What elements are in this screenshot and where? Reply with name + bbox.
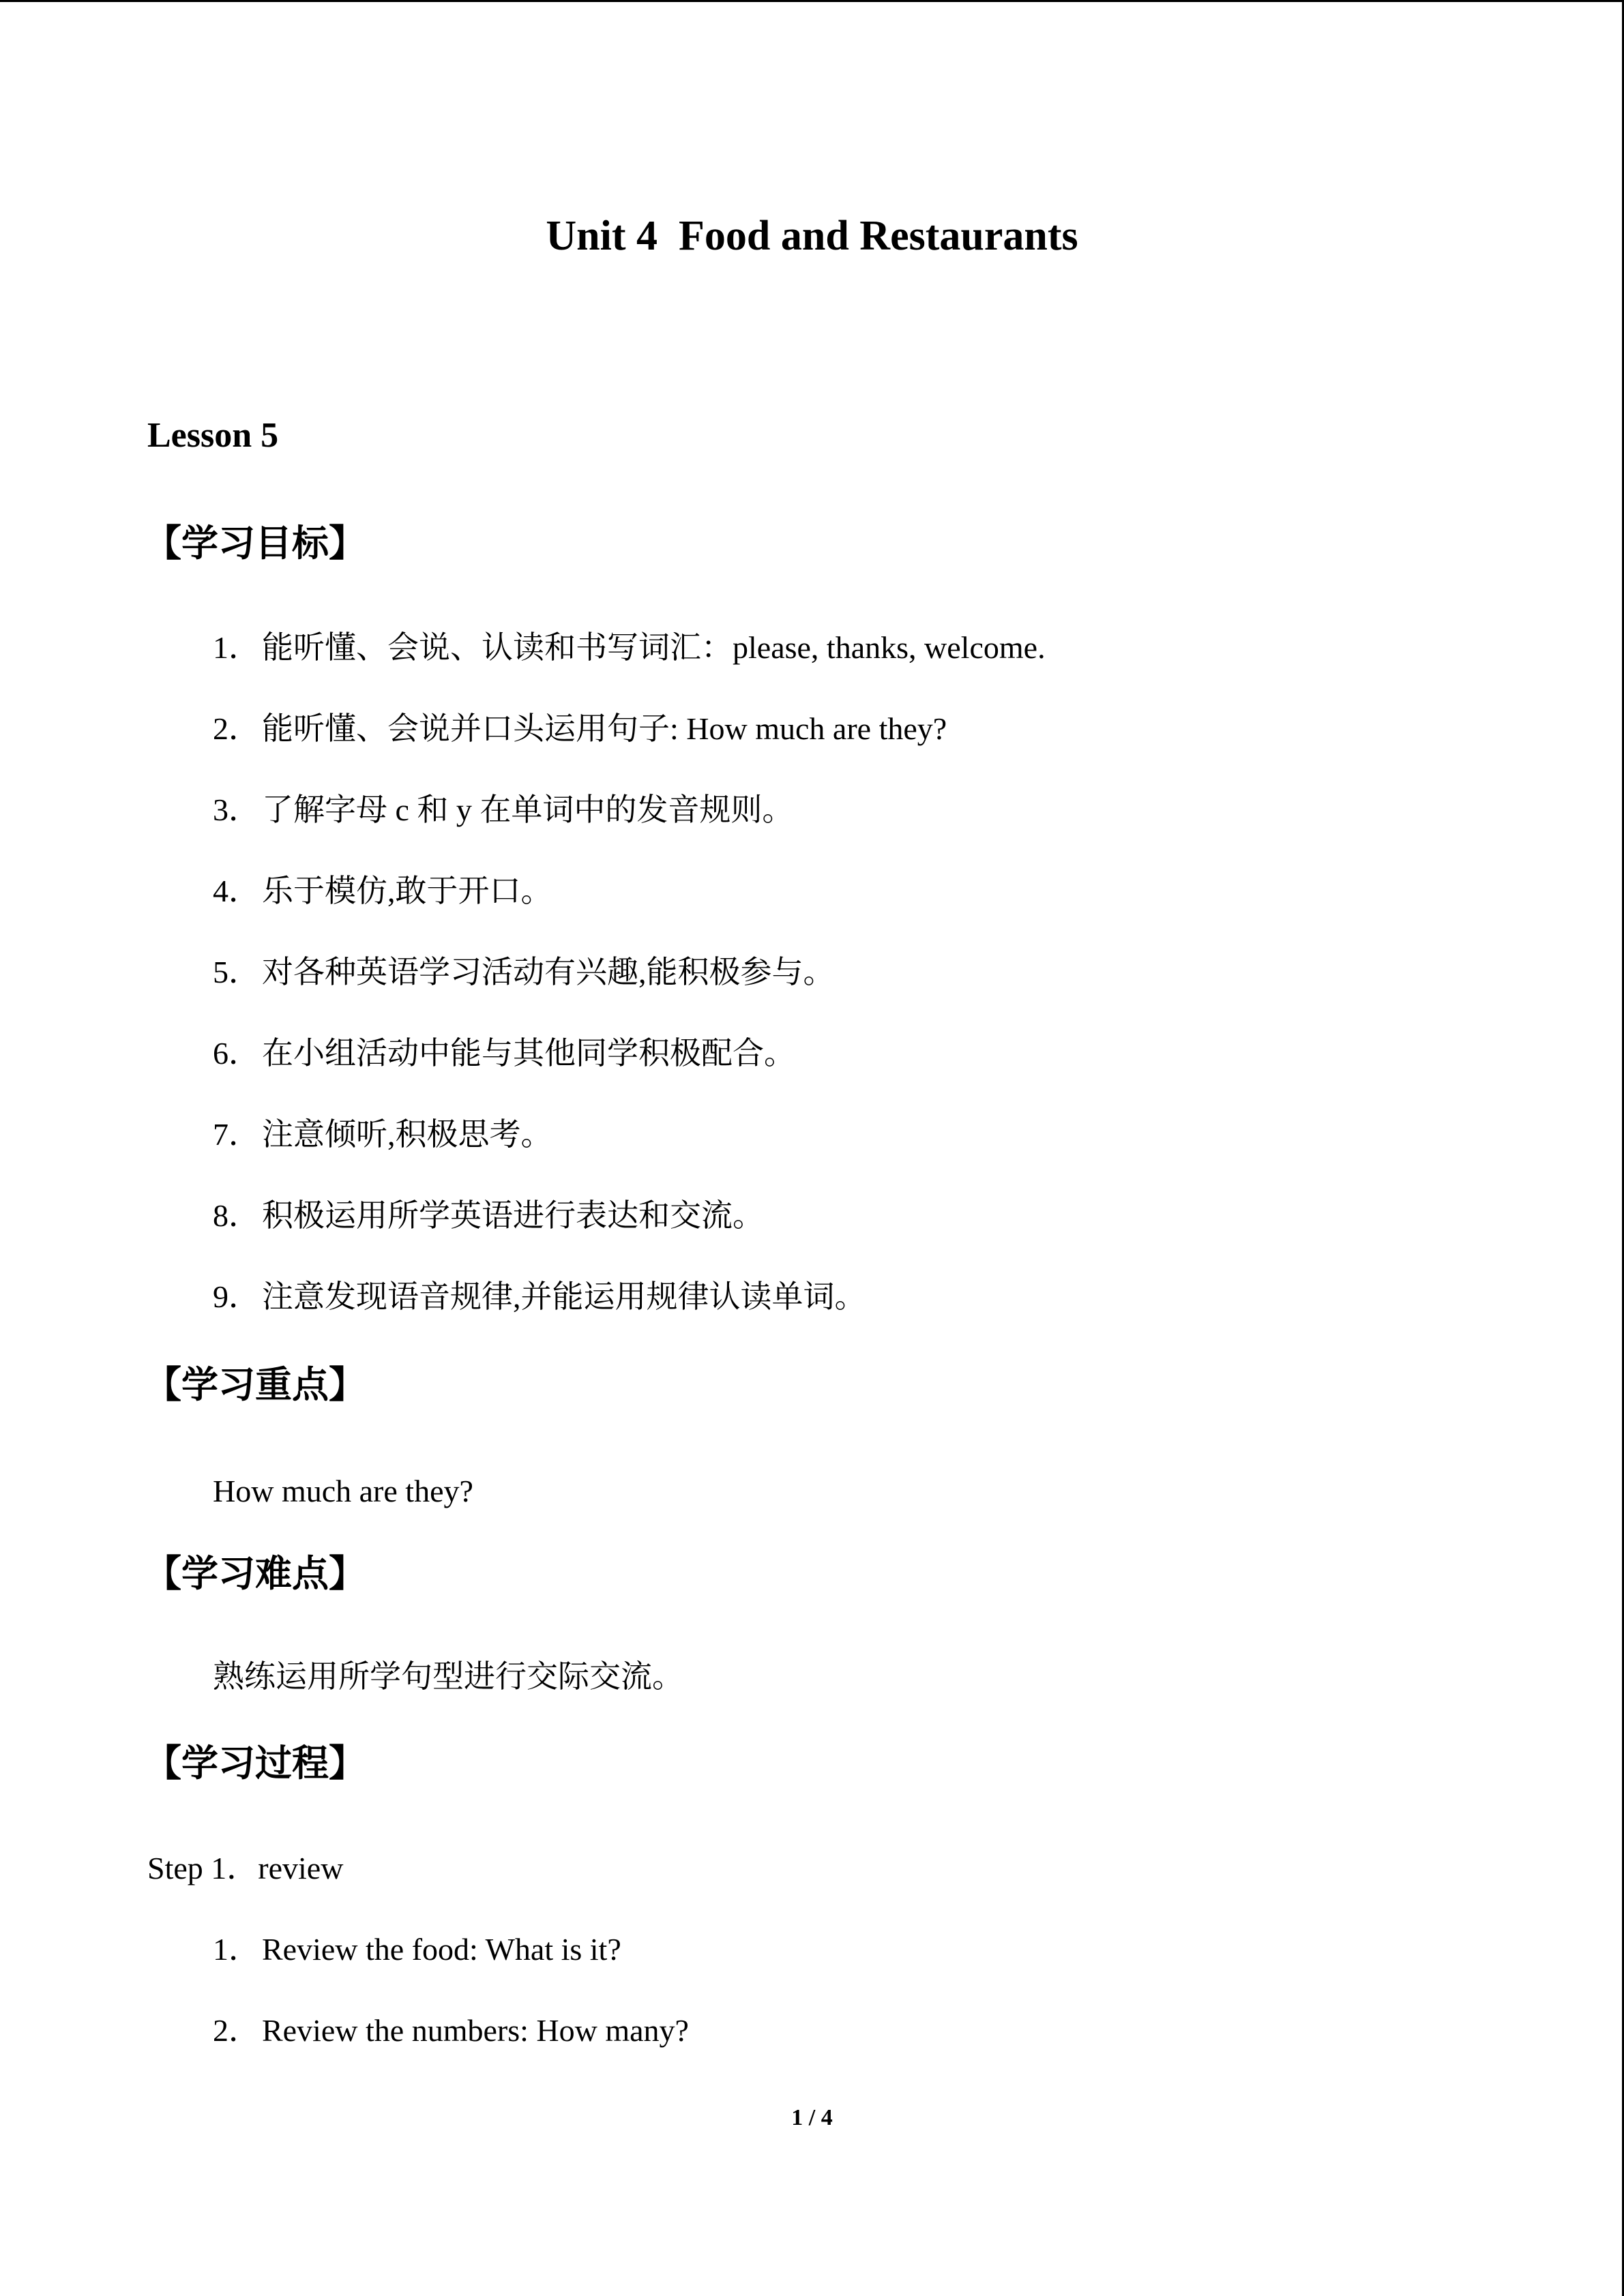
difficulties-text: 熟练运用所学句型进行交际交流。 bbox=[213, 1659, 683, 1694]
objective-text: 能听懂、会说、认读和书写词汇：please, thanks, welcome. bbox=[262, 630, 1046, 665]
process-item bbox=[213, 1928, 621, 1971]
process-number: 2． bbox=[213, 2013, 260, 2048]
difficulties-heading: 【学习难点】 bbox=[145, 1552, 366, 1595]
process-heading: 【学习过程】 bbox=[145, 1742, 366, 1785]
step-heading: Step 1．review bbox=[147, 1851, 344, 1885]
objective-text: 注意倾听,积极思考。 bbox=[262, 1117, 552, 1152]
objective-number: 9． bbox=[213, 1279, 260, 1314]
objective-number: 1． bbox=[213, 630, 260, 665]
document-title: Unit 4 Food and Restaurants bbox=[546, 213, 1078, 259]
objective-number: 6． bbox=[213, 1036, 260, 1071]
process-number: 1． bbox=[213, 1932, 260, 1967]
objective-item bbox=[213, 951, 835, 994]
objective-item bbox=[213, 1194, 764, 1238]
objective-text: 能听懂、会说并口头运用句子: How much are they? bbox=[262, 711, 947, 746]
objective-number: 4． bbox=[213, 874, 260, 908]
objective-item bbox=[213, 1113, 552, 1157]
process-text: Review the numbers: How many? bbox=[262, 2013, 689, 2048]
objective-text: 注意发现语音规律,并能运用规律认读单词。 bbox=[262, 1279, 866, 1314]
objective-text: 对各种英语学习活动有兴趣,能积极参与。 bbox=[262, 955, 835, 989]
objective-text: 积极运用所学英语进行表达和交流。 bbox=[262, 1198, 764, 1233]
objective-item bbox=[213, 1275, 866, 1319]
lesson-heading: Lesson 5 bbox=[147, 416, 279, 455]
objective-item bbox=[213, 626, 1046, 670]
objective-text: 了解字母 c 和 y 在单词中的发音规则。 bbox=[262, 792, 794, 827]
objective-item bbox=[213, 1032, 795, 1075]
objective-number: 5． bbox=[213, 955, 260, 989]
objectives-heading: 【学习目标】 bbox=[145, 522, 366, 565]
objective-number: 7． bbox=[213, 1117, 260, 1152]
process-item bbox=[213, 2009, 689, 2053]
objective-number: 3． bbox=[213, 792, 260, 827]
objective-text: 乐于模仿,敢于开口。 bbox=[262, 874, 552, 908]
objective-item bbox=[213, 788, 793, 832]
page-number: 1 / 4 bbox=[791, 2105, 833, 2130]
objective-number: 2． bbox=[213, 711, 260, 746]
key-points-heading: 【学习重点】 bbox=[145, 1363, 366, 1406]
objective-number: 8． bbox=[213, 1198, 260, 1233]
process-text: Review the food: What is it? bbox=[262, 1932, 621, 1967]
key-points-text: How much are they? bbox=[213, 1474, 473, 1508]
objective-item bbox=[213, 707, 947, 751]
objective-text: 在小组活动中能与其他同学积极配合。 bbox=[262, 1036, 795, 1071]
objective-item bbox=[213, 869, 552, 913]
